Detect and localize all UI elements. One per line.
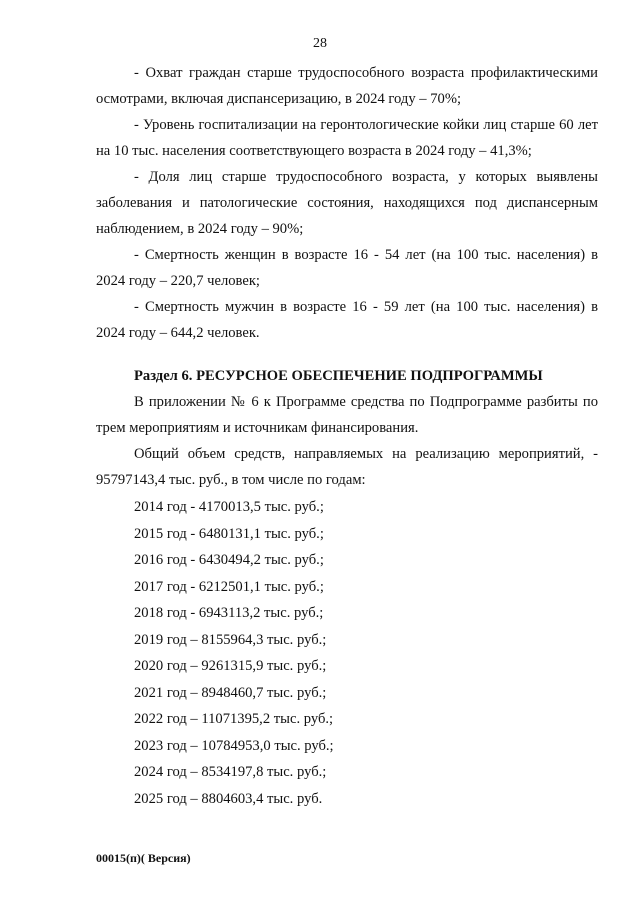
section-heading: Раздел 6. РЕСУРСНОЕ ОБЕСПЕЧЕНИЕ ПОДПРОГРАММЫ <box>134 368 543 384</box>
bullet-male-mortality: - Смертность мужчин в возрасте 16 - 59 лет (на 100 тыс. населения) в 2024 году – 644,2 человек. <box>96 299 598 341</box>
list-item: 2019 год – 8155964,3 тыс. руб.; <box>134 631 327 648</box>
page-number: 28 <box>313 36 327 51</box>
list-item: 2020 год – 9261315,9 тыс. руб.; <box>134 658 327 674</box>
list-item: 2025 год – 8804603,4 тыс. руб. <box>134 790 323 807</box>
intro-paragraph: В приложении № 6 к Программе средства по Подпрограмме разбиты по трем мероприятиям и источникам финансирования. <box>96 394 598 436</box>
list-item: 2018 год - 6943113,2 тыс. руб.; <box>134 605 324 621</box>
funding-by-year-list <box>96 494 598 812</box>
list-item: 2015 год - 6480131,1 тыс. руб.; <box>134 525 324 542</box>
list-item: 2024 год – 8534197,8 тыс. руб.; <box>134 764 327 780</box>
list-item: 2022 год – 11071395,2 тыс. руб.; <box>134 711 334 727</box>
bullet-coverage: - Охват граждан старше трудоспособного возраста профилактическими осмотрами, включая диспансеризацию, в 2024 году – 70%; <box>96 65 598 107</box>
document-body <box>96 60 598 812</box>
bullet-female-mortality: - Смертность женщин в возрасте 16 - 54 лет (на 100 тыс. населения) в 2024 году – 220,7 человек; <box>96 247 598 289</box>
bullet-dispensary: - Доля лиц старше трудоспособного возраста, у которых выявлены заболевания и патологические состояния, находящихся под диспансерным наблюдением, в 2024 году – 90%; <box>96 169 598 237</box>
bullet-hospitalization: - Уровень госпитализации на геронтологические койки лиц старше 60 лет на 10 тыс. населения соответствующего возраста в 2024 году – 41,3%; <box>96 117 598 159</box>
list-item: 2017 год - 6212501,1 тыс. руб.; <box>134 578 324 595</box>
list-item: 2016 год - 6430494,2 тыс. руб.; <box>134 552 324 568</box>
total-paragraph: Общий объем средств, направляемых на реализацию мероприятий, - 95797143,4 тыс. руб., в том числе по годам: <box>96 446 598 488</box>
list-item: 2021 год – 8948460,7 тыс. руб.; <box>134 684 327 701</box>
document-footer: 00015(п)( Версия) <box>96 851 191 865</box>
list-item: 2014 год - 4170013,5 тыс. руб.; <box>134 499 324 515</box>
list-item: 2023 год – 10784953,0 тыс. руб.; <box>134 737 334 754</box>
